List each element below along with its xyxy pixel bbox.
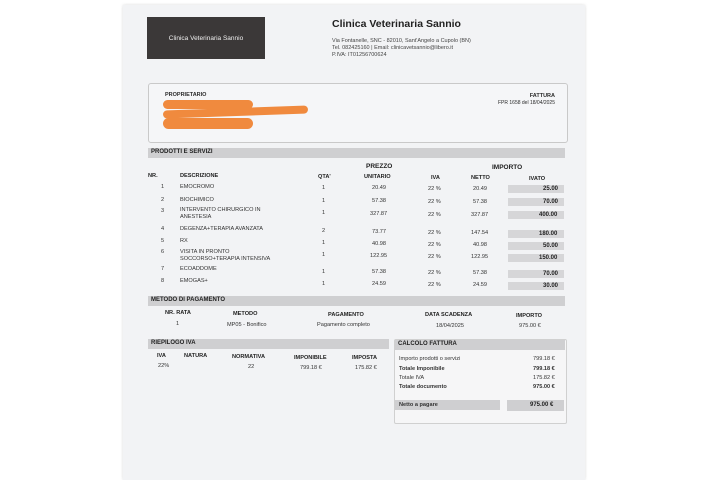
row-iva: 22 % (428, 254, 441, 260)
row-netto: 20.49 (473, 186, 487, 192)
clinic-contacts: Tel. 082425160 | Email: clinicavetsannio@libero.it (332, 45, 454, 51)
calc-value: 799.18 € (533, 366, 555, 372)
row-desc: DEGENZA+TERAPIA AVANZATA (180, 226, 264, 232)
row-qta: 1 (322, 281, 326, 287)
net-to-pay-label: Netto a pagare (399, 402, 438, 408)
row-netto: 122.95 (471, 254, 489, 260)
calc-label: Importo prodotti o servizi (399, 356, 461, 362)
net-to-pay-value: 975.00 € (530, 402, 554, 408)
row-desc: INTERVENTO CHIRURGICO IN (180, 207, 261, 213)
calc-value: 175.82 € (533, 375, 555, 381)
row-iva: 22 % (428, 282, 441, 288)
vat-section-bar (148, 339, 389, 349)
row-unit: 40.98 (372, 241, 386, 247)
clinic-vat: P.IVA: IT01256700624 (332, 52, 387, 58)
row-ivato: 180.00 (539, 231, 558, 237)
vat-title: RIEPILOGO IVA (151, 340, 196, 346)
row-ivato: 150.00 (539, 255, 558, 261)
row-qta: 1 (322, 185, 326, 191)
row-netto: 24.59 (473, 282, 487, 288)
clinic-address: Via Fontanelle, SNC - 82010, Sant'Angelo a Cupolo (BN) (332, 38, 471, 44)
col-vat-iva: IVA (157, 353, 166, 359)
calc-section-bar (395, 340, 565, 350)
invoice-ref: FPR 1658 del 18/04/2025 (498, 100, 555, 106)
row-nr: 2 (161, 197, 165, 203)
row-iva: 22 % (428, 242, 441, 248)
row-qta: 1 (322, 198, 326, 204)
col-imponibile: IMPONIBILE (294, 355, 327, 361)
row-netto: 57.38 (473, 270, 487, 276)
col-iva: IVA (431, 175, 440, 181)
row-nr: 4 (161, 226, 165, 232)
row-desc: RX (180, 238, 188, 244)
col-netto: NETTO (471, 175, 490, 181)
vat-imposta: 175.82 € (355, 365, 377, 371)
row-unit: 57.38 (372, 198, 386, 204)
row-desc: EMOGAS+ (180, 278, 208, 284)
row-qta: 1 (322, 252, 326, 258)
row-netto: 40.98 (473, 242, 487, 248)
col-imposta: IMPOSTA (352, 355, 378, 361)
products-section-bar (148, 148, 565, 158)
col-descrizione: DESCRIZIONE (180, 173, 219, 179)
row-iva: 22 % (428, 230, 441, 236)
row-desc: VISITA IN PRONTO (180, 249, 230, 255)
col-scadenza: DATA SCADENZA (425, 312, 473, 318)
row-ivato: 25.00 (543, 186, 559, 192)
pay-importo: 975.00 € (519, 323, 541, 329)
row-netto: 147.54 (471, 230, 489, 236)
row-iva: 22 % (428, 212, 441, 218)
row-nr: 1 (161, 184, 165, 190)
vat-iva: 22% (158, 363, 170, 369)
row-nr: 5 (161, 238, 165, 244)
row-qta: 1 (322, 269, 326, 275)
redaction-mark (163, 118, 253, 129)
owner-label: PROPRIETARIO (165, 92, 207, 98)
col-metodo: METODO (233, 311, 258, 317)
row-desc-line2: SOCCORSO+TERAPIA INTENSIVA (180, 256, 271, 262)
owner-box (148, 83, 568, 143)
row-nr: 6 (161, 249, 165, 255)
row-ivato: 70.00 (543, 199, 559, 205)
row-desc: BIOCHIMICO (180, 197, 214, 203)
clinic-name: Clinica Veterinaria Sannio (332, 18, 461, 30)
calc-title: CALCOLO FATTURA (398, 341, 457, 347)
row-qta: 1 (322, 240, 326, 246)
pay-rata: 1 (176, 321, 180, 327)
row-desc: EMOCROMO (180, 184, 215, 190)
row-nr: 8 (161, 278, 165, 284)
col-ivato: IVATO (529, 176, 546, 182)
row-ivato: 400.00 (539, 212, 558, 218)
row-unit: 57.38 (372, 269, 386, 275)
invoice-page (123, 5, 585, 480)
row-ivato: 50.00 (543, 243, 559, 249)
row-nr: 3 (161, 208, 165, 214)
col-rata: NR. RATA (165, 310, 191, 316)
row-qta: 2 (322, 228, 326, 234)
col-natura: NATURA (184, 353, 208, 359)
pay-pagamento: Pagamento completo (317, 322, 370, 328)
row-unit: 327.87 (370, 211, 388, 217)
col-nr: NR. (148, 173, 158, 179)
row-netto: 327.87 (471, 212, 489, 218)
calc-box (394, 339, 567, 424)
row-qta: 1 (322, 210, 326, 216)
row-desc-line2: ANESTESIA (180, 214, 212, 220)
payment-title: METODO DI PAGAMENTO (151, 297, 226, 303)
calc-label: Totale IVA (399, 375, 425, 381)
calc-value: 975.00 € (533, 384, 555, 390)
payment-section-bar (148, 296, 565, 306)
logo-text: Clinica Veterinaria Sannio (168, 34, 244, 42)
row-iva: 22 % (428, 186, 441, 192)
vat-normativa: 22 (248, 364, 255, 370)
pay-metodo: MP05 - Bonifico (227, 322, 267, 328)
col-importo-pay: IMPORTO (516, 313, 543, 319)
vat-imponibile: 799.18 € (300, 365, 322, 371)
col-prezzo: PREZZO (366, 163, 393, 170)
pay-scadenza: 18/04/2025 (436, 323, 464, 329)
row-unit: 24.59 (372, 281, 386, 287)
row-netto: 57.38 (473, 199, 487, 205)
col-unitario: UNITARIO (364, 174, 391, 180)
products-title: PRODOTTI E SERVIZI (151, 149, 213, 155)
row-desc: ECOADDOME (180, 266, 217, 272)
row-ivato: 70.00 (543, 271, 559, 277)
calc-value: 799.18 € (533, 356, 555, 362)
row-iva: 22 % (428, 270, 441, 276)
row-unit: 122.95 (370, 253, 388, 259)
calc-label: Totale documento (399, 384, 447, 390)
col-normativa: NORMATIVA (232, 354, 266, 360)
clinic-logo (147, 17, 265, 59)
row-nr: 7 (161, 266, 165, 272)
col-importo: IMPORTO (492, 164, 523, 171)
calc-label: Totale Imponibile (399, 366, 445, 372)
row-unit: 73.77 (372, 229, 386, 235)
invoice-label: FATTURA (529, 93, 555, 99)
row-ivato: 30.00 (543, 283, 559, 289)
col-qta: QTA' (318, 174, 331, 180)
row-unit: 20.49 (372, 185, 386, 191)
col-pagamento: PAGAMENTO (328, 312, 364, 318)
row-iva: 22 % (428, 199, 441, 205)
